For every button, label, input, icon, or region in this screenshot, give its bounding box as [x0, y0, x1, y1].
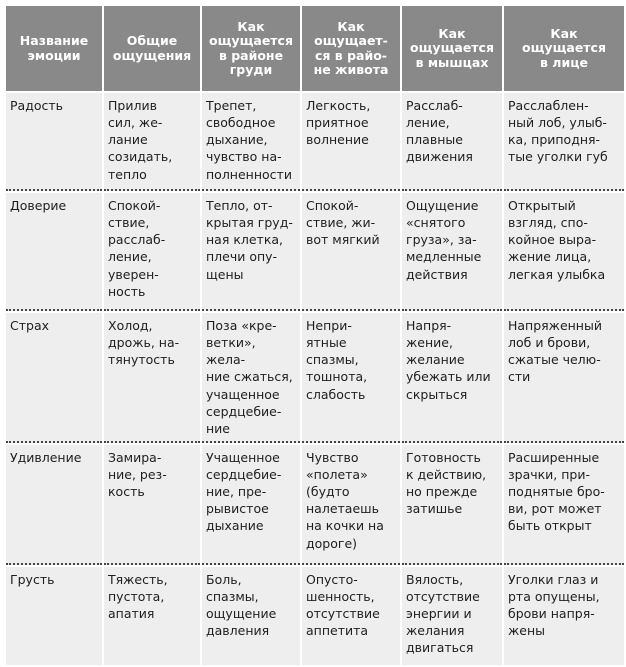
cell-general: Замира- ние, рез- кость — [104, 445, 200, 565]
cell-face: Уголки глаз и рта опущены, брови напря- жены — [504, 567, 624, 665]
cell-general: Тяжесть, пустота, апатия — [104, 567, 200, 665]
cell-chest: Поза «кре- ветки», жела- ние сжаться, учащенное сердцебие- ние — [202, 313, 300, 443]
cell-emotion: Доверие — [6, 193, 102, 311]
emotions-table — [4, 4, 626, 667]
cell-chest: Учащенное сердцебие- ние, пре- рывистое дыхание — [202, 445, 300, 565]
header-row — [6, 6, 624, 91]
cell-muscles: Напря- жение, желание убежать или скрыться — [402, 313, 502, 443]
table-row — [6, 313, 624, 443]
cell-face: Расширенные зрачки, при- поднятые бро- ви, рот может быть открыт — [504, 445, 624, 565]
cell-emotion: Удивление — [6, 445, 102, 565]
cell-emotion: Радость — [6, 93, 102, 191]
cell-stomach: Чувство «полета» (будто налетаешь на кочки на дороге) — [302, 445, 400, 565]
cell-muscles: Расслаб- ление, плавные движения — [402, 93, 502, 191]
cell-face: Расслаблен- ный лоб, улыб- ка, приподня- тые уголки губ — [504, 93, 624, 191]
cell-emotion: Страх — [6, 313, 102, 443]
cell-chest: Трепет, свободное дыхание, чувство на- полненности — [202, 93, 300, 191]
table-row — [6, 445, 624, 565]
cell-chest: Тепло, от- крытая груд- ная клетка, плечи опу- щены — [202, 193, 300, 311]
cell-emotion: Грусть — [6, 567, 102, 665]
cell-stomach: Спокой- ствие, жи- вот мягкий — [302, 193, 400, 311]
cell-face: Открытый взгляд, спо- койное выра- жение лица, легкая улыбка — [504, 193, 624, 311]
header-muscles: Как ощущается в мышцах — [402, 6, 502, 91]
emotions-table-wrapper — [4, 4, 626, 667]
table-row — [6, 93, 624, 191]
table-row — [6, 193, 624, 311]
cell-face: Напряженный лоб и брови, сжатые челю- сти — [504, 313, 624, 443]
cell-muscles: Вялость, отсутствие энергии и желания двигаться — [402, 567, 502, 665]
cell-muscles: Ощущение «снятого груза», за- медленные действия — [402, 193, 502, 311]
header-face: Как ощущается в лице — [504, 6, 624, 91]
header-stomach: Как ощущает- ся в райо- не живота — [302, 6, 400, 91]
cell-general: Спокой- ствие, расслаб- ление, уверен- ность — [104, 193, 200, 311]
cell-stomach: Легкость, приятное волнение — [302, 93, 400, 191]
table-row — [6, 567, 624, 665]
cell-general: Прилив сил, же- лание созидать, тепло — [104, 93, 200, 191]
cell-muscles: Готовность к действию, но прежде затишье — [402, 445, 502, 565]
cell-chest: Боль, спазмы, ощущение давления — [202, 567, 300, 665]
header-emotion-name: Название эмоции — [6, 6, 102, 91]
cell-stomach: Непри- ятные спазмы, тошнота, слабость — [302, 313, 400, 443]
cell-stomach: Опусто- шенность, отсутствие аппетита — [302, 567, 400, 665]
header-general-sensations: Общие ощущения — [104, 6, 200, 91]
cell-general: Холод, дрожь, на- тянутость — [104, 313, 200, 443]
header-chest: Как ощущается в районе груди — [202, 6, 300, 91]
